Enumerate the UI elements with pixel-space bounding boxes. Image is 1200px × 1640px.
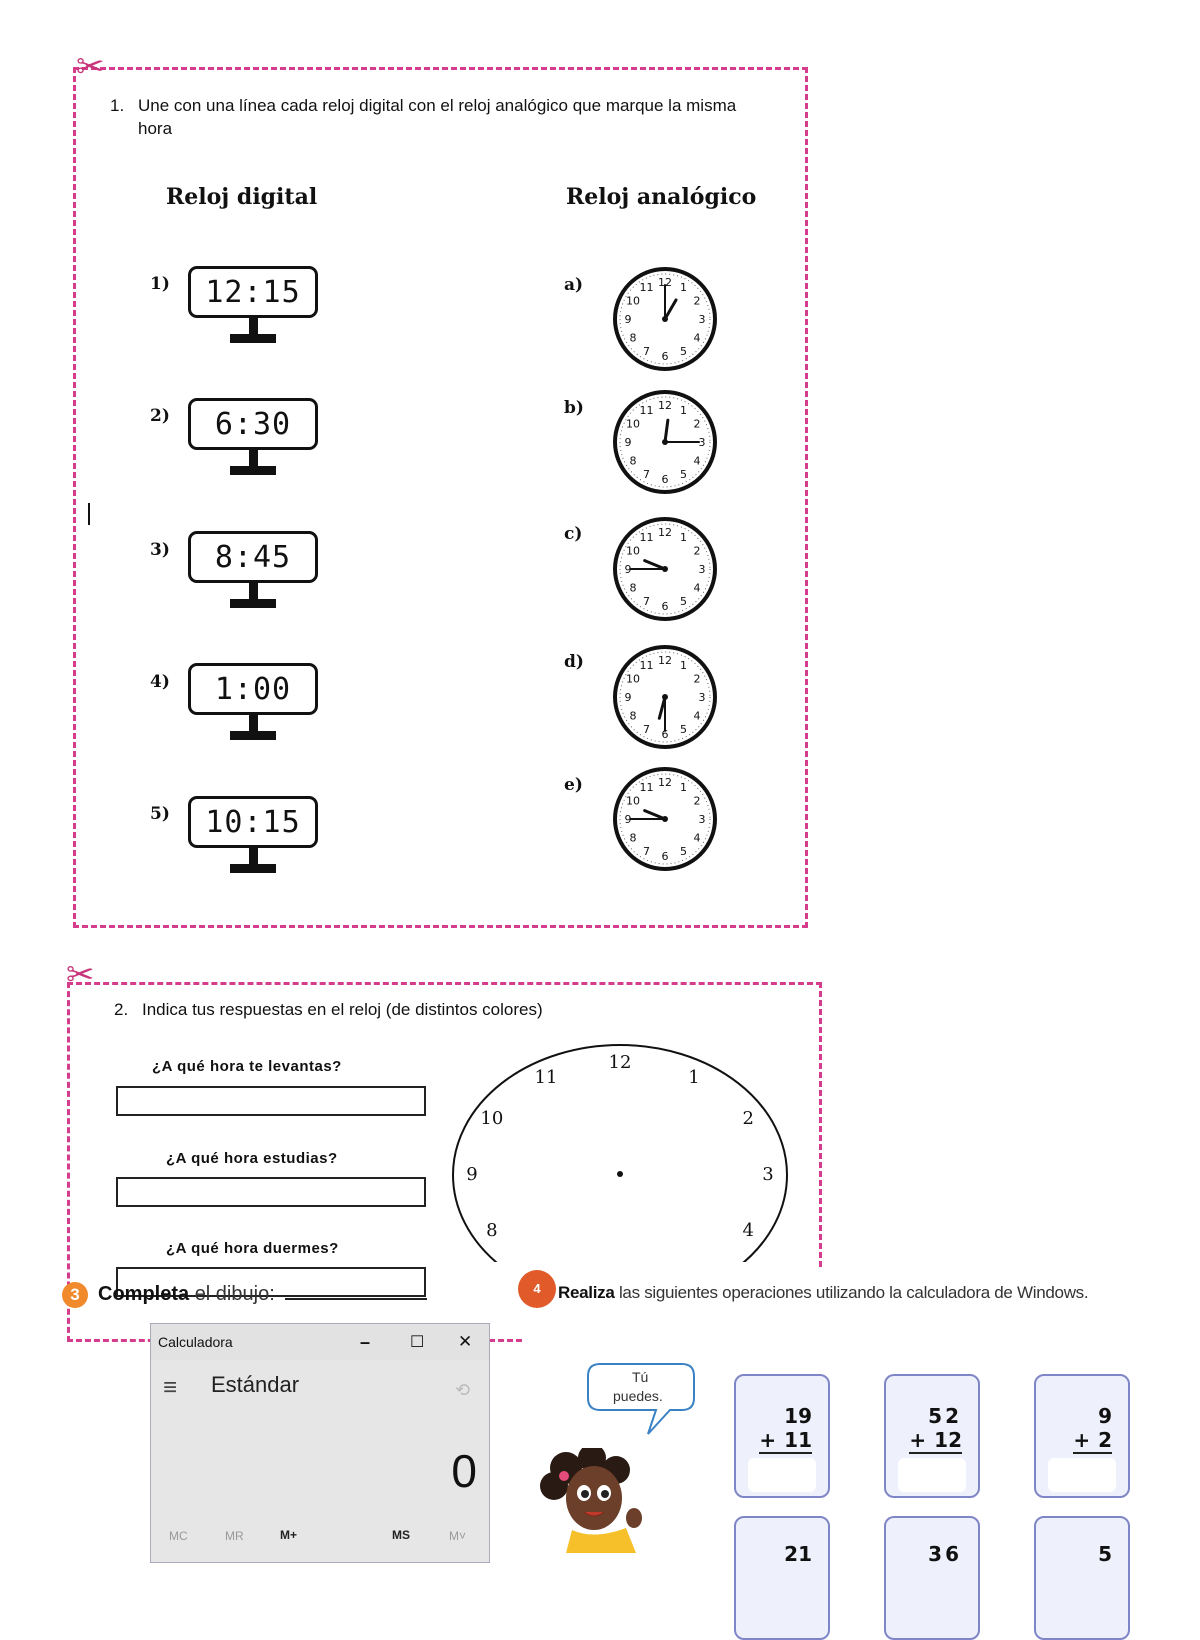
analog-label: e) bbox=[564, 775, 583, 795]
windows-calculator bbox=[150, 1323, 490, 1563]
clock-numeral: 12 bbox=[658, 654, 672, 667]
digital-base bbox=[230, 334, 276, 343]
clock-numeral: 7 bbox=[643, 845, 650, 859]
exercise4-rest: las siguientes operaciones utilizando la calculadora de Windows. bbox=[618, 1283, 1089, 1302]
analog-clock-a bbox=[607, 266, 723, 372]
exercise3-bold: Completa bbox=[98, 1283, 190, 1305]
digital-label: 3) bbox=[150, 540, 170, 560]
operand-bottom bbox=[909, 1428, 962, 1454]
operand-top: 36 bbox=[928, 1542, 962, 1566]
clock-numeral: 10 bbox=[625, 672, 640, 686]
big-clock-numeral: 10 bbox=[480, 1108, 504, 1129]
answer-wake-field[interactable] bbox=[116, 1086, 426, 1116]
digital-time: 10:15 bbox=[188, 796, 318, 848]
operand-bottom-value: 2 bbox=[1098, 1428, 1112, 1452]
big-clock-numeral: 4 bbox=[742, 1220, 754, 1241]
analog-label: a) bbox=[564, 275, 584, 295]
clock-numeral: 11 bbox=[639, 403, 654, 417]
memory-recall-button[interactable]: MR bbox=[225, 1529, 244, 1543]
operand-bottom-value: 11 bbox=[784, 1428, 812, 1452]
clock-numeral: 2 bbox=[693, 417, 701, 431]
analog-column-title: Reloj analógico bbox=[566, 184, 757, 210]
clock-numeral: 6 bbox=[661, 350, 669, 363]
exercise2-right-edge bbox=[819, 982, 822, 1267]
clock-numeral: 12 bbox=[658, 526, 672, 539]
scissors-icon: ✂ bbox=[66, 956, 95, 994]
clock-numeral: 6 bbox=[661, 728, 669, 741]
analog-label: b) bbox=[564, 398, 584, 418]
clock-numeral: 2 bbox=[693, 672, 701, 686]
exercise1-number: 1. bbox=[110, 96, 125, 115]
clock-numeral: 9 bbox=[624, 691, 632, 704]
clock-numeral: 8 bbox=[629, 454, 637, 468]
text-cursor bbox=[88, 503, 90, 525]
question-study: ¿A qué hora estudias? bbox=[166, 1150, 338, 1167]
clock-numeral: 1 bbox=[680, 658, 687, 672]
speech-line1: Tú bbox=[632, 1369, 649, 1385]
exercise3-rest: el dibujo: bbox=[194, 1283, 275, 1305]
calculator-display: 0 bbox=[451, 1445, 477, 1497]
big-clock bbox=[448, 1040, 793, 1270]
operand-bottom bbox=[1073, 1428, 1112, 1454]
analog-label: c) bbox=[564, 524, 583, 544]
digital-label: 5) bbox=[150, 804, 170, 824]
clock-numeral: 5 bbox=[680, 595, 687, 609]
clock-center bbox=[662, 694, 668, 700]
clock-numeral: 11 bbox=[639, 658, 654, 672]
clock-numeral: 6 bbox=[661, 850, 669, 863]
operand-top: 5 bbox=[1098, 1542, 1112, 1566]
operation-card bbox=[1034, 1516, 1130, 1640]
digital-base bbox=[230, 864, 276, 873]
maximize-icon[interactable]: ☐ bbox=[410, 1334, 425, 1351]
speech-line2: puedes. bbox=[613, 1388, 663, 1404]
history-icon[interactable]: ⟲ bbox=[455, 1380, 471, 1400]
clock-numeral: 5 bbox=[680, 723, 687, 737]
digital-label: 2) bbox=[150, 406, 170, 426]
clock-center bbox=[662, 816, 668, 822]
operation-card bbox=[1034, 1374, 1130, 1498]
clock-numeral: 11 bbox=[639, 280, 654, 294]
digital-label: 4) bbox=[150, 672, 170, 692]
clock-numeral: 2 bbox=[693, 544, 701, 558]
memory-add-button[interactable]: M+ bbox=[280, 1528, 298, 1542]
answer-field[interactable] bbox=[748, 1458, 816, 1492]
clock-numeral: 8 bbox=[629, 331, 637, 345]
clock-numeral: 10 bbox=[625, 544, 640, 558]
digital-clock-4 bbox=[188, 663, 318, 715]
clock-numeral: 10 bbox=[625, 794, 640, 808]
clock-center bbox=[662, 439, 668, 445]
big-clock-center bbox=[617, 1171, 623, 1177]
clock-numeral: 6 bbox=[661, 473, 669, 486]
analog-clock-c bbox=[607, 516, 723, 622]
exercise4-badge: 4 bbox=[518, 1270, 556, 1308]
question-sleep: ¿A qué hora duermes? bbox=[166, 1240, 339, 1257]
clock-numeral: 5 bbox=[680, 345, 687, 359]
memory-list-button[interactable]: M˅ bbox=[449, 1529, 467, 1543]
digital-clock-2 bbox=[188, 398, 318, 450]
digital-base bbox=[230, 466, 276, 475]
analog-label: d) bbox=[564, 652, 584, 672]
operand-top: 19 bbox=[784, 1404, 812, 1428]
clock-numeral: 3 bbox=[698, 436, 706, 449]
digital-clock-5 bbox=[188, 796, 318, 848]
operation-card bbox=[734, 1516, 830, 1640]
operand-bottom-value: 12 bbox=[934, 1428, 962, 1452]
memory-store-button[interactable]: MS bbox=[392, 1528, 410, 1542]
exercise3-heading bbox=[98, 1283, 275, 1306]
girl-character bbox=[536, 1448, 656, 1553]
digital-time: 8:45 bbox=[188, 531, 318, 583]
exercise2-number: 2. bbox=[114, 1000, 129, 1019]
clock-numeral: 8 bbox=[629, 831, 637, 845]
big-clock-numeral: 9 bbox=[466, 1164, 478, 1185]
exercise2-instruction: Indica tus respuestas en el reloj (de distintos colores) bbox=[142, 1000, 543, 1019]
operation-card bbox=[734, 1374, 830, 1498]
big-clock-numeral: 3 bbox=[762, 1164, 774, 1185]
digital-clock-3 bbox=[188, 531, 318, 583]
clock-numeral: 2 bbox=[693, 794, 701, 808]
plus-sign: + bbox=[909, 1428, 927, 1452]
operand-top: 9 bbox=[1098, 1404, 1112, 1428]
plus-sign: + bbox=[759, 1428, 777, 1452]
digital-time: 12:15 bbox=[188, 266, 318, 318]
operand-top: 21 bbox=[784, 1542, 812, 1566]
close-icon[interactable]: ✕ bbox=[458, 1332, 473, 1351]
exercise3-badge: 3 bbox=[62, 1282, 88, 1308]
scissors-icon: ✂ bbox=[76, 48, 105, 86]
digital-time: 1:00 bbox=[188, 663, 318, 715]
minimize-icon[interactable]: – bbox=[360, 1332, 371, 1352]
clock-numeral: 9 bbox=[624, 563, 632, 576]
digital-clock-1 bbox=[188, 266, 318, 318]
analog-clock-b bbox=[607, 389, 723, 495]
exercise1-instruction-line2: hora bbox=[138, 119, 173, 138]
calculator-title: Calculadora bbox=[158, 1334, 233, 1350]
clock-numeral: 1 bbox=[680, 530, 687, 544]
exercise1-instruction-line1: Une con una línea cada reloj digital con el reloj analógico que marque la misma bbox=[138, 96, 737, 115]
clock-numeral: 5 bbox=[680, 845, 687, 859]
clock-numeral: 11 bbox=[639, 780, 654, 794]
clock-numeral: 2 bbox=[693, 294, 701, 308]
clock-numeral: 3 bbox=[698, 691, 706, 704]
clock-numeral: 1 bbox=[680, 280, 687, 294]
analog-clock-e bbox=[607, 766, 723, 872]
clock-numeral: 12 bbox=[658, 776, 672, 789]
answer-study-field[interactable] bbox=[116, 1177, 426, 1207]
digital-time: 6:30 bbox=[188, 398, 318, 450]
clock-numeral: 1 bbox=[680, 780, 687, 794]
clock-center bbox=[662, 316, 668, 322]
clock-numeral: 8 bbox=[629, 709, 637, 723]
big-clock-numeral: 8 bbox=[486, 1220, 498, 1241]
hamburger-menu-icon[interactable]: ≡ bbox=[163, 1374, 178, 1401]
clock-numeral: 6 bbox=[661, 600, 669, 613]
clock-numeral: 7 bbox=[643, 595, 650, 609]
analog-clock-d bbox=[607, 644, 723, 750]
clock-numeral: 11 bbox=[639, 530, 654, 544]
big-clock-face bbox=[453, 1045, 787, 1270]
clock-center bbox=[662, 566, 668, 572]
big-clock-cutoff bbox=[448, 1262, 793, 1270]
exercise4-bold: Realiza bbox=[558, 1283, 615, 1302]
digital-base bbox=[230, 599, 276, 608]
clock-numeral: 10 bbox=[625, 417, 640, 431]
big-clock-numeral: 12 bbox=[608, 1052, 632, 1073]
question-wake: ¿A qué hora te levantas? bbox=[152, 1058, 342, 1075]
clock-numeral: 7 bbox=[643, 723, 650, 737]
clock-numeral: 1 bbox=[680, 403, 687, 417]
clock-numeral: 4 bbox=[693, 331, 701, 345]
operand-top: 52 bbox=[928, 1404, 962, 1428]
clock-numeral: 3 bbox=[698, 563, 706, 576]
clock-numeral: 4 bbox=[693, 581, 701, 595]
clock-numeral: 9 bbox=[624, 813, 632, 826]
clock-numeral: 3 bbox=[698, 813, 706, 826]
big-clock-numeral: 1 bbox=[688, 1067, 700, 1089]
big-clock-numeral: 2 bbox=[742, 1108, 754, 1129]
exercise4-heading bbox=[558, 1283, 1088, 1303]
plus-sign: + bbox=[1073, 1428, 1091, 1452]
clock-numeral: 7 bbox=[643, 345, 650, 359]
operation-card bbox=[884, 1516, 980, 1640]
big-clock-numeral: 11 bbox=[534, 1067, 558, 1089]
clock-numeral: 9 bbox=[624, 313, 632, 326]
clock-numeral: 8 bbox=[629, 581, 637, 595]
answer-field[interactable] bbox=[898, 1458, 966, 1492]
answer-field[interactable] bbox=[1048, 1458, 1116, 1492]
clock-numeral: 4 bbox=[693, 831, 701, 845]
digital-label: 1) bbox=[150, 274, 170, 294]
memory-clear-button[interactable]: MC bbox=[169, 1529, 188, 1543]
clock-numeral: 3 bbox=[698, 313, 706, 326]
clock-numeral: 7 bbox=[643, 468, 650, 482]
exercise3-answer-line bbox=[285, 1298, 427, 1300]
digital-column-title: Reloj digital bbox=[166, 184, 318, 210]
clock-numeral: 12 bbox=[658, 276, 672, 289]
calculator-mode: Estándar bbox=[211, 1372, 300, 1397]
digital-base bbox=[230, 731, 276, 740]
clock-numeral: 5 bbox=[680, 468, 687, 482]
clock-numeral: 9 bbox=[624, 436, 632, 449]
clock-numeral: 12 bbox=[658, 399, 672, 412]
clock-numeral: 4 bbox=[693, 454, 701, 468]
clock-numeral: 10 bbox=[625, 294, 640, 308]
operand-bottom bbox=[759, 1428, 812, 1454]
clock-numeral: 4 bbox=[693, 709, 701, 723]
operation-card bbox=[884, 1374, 980, 1498]
